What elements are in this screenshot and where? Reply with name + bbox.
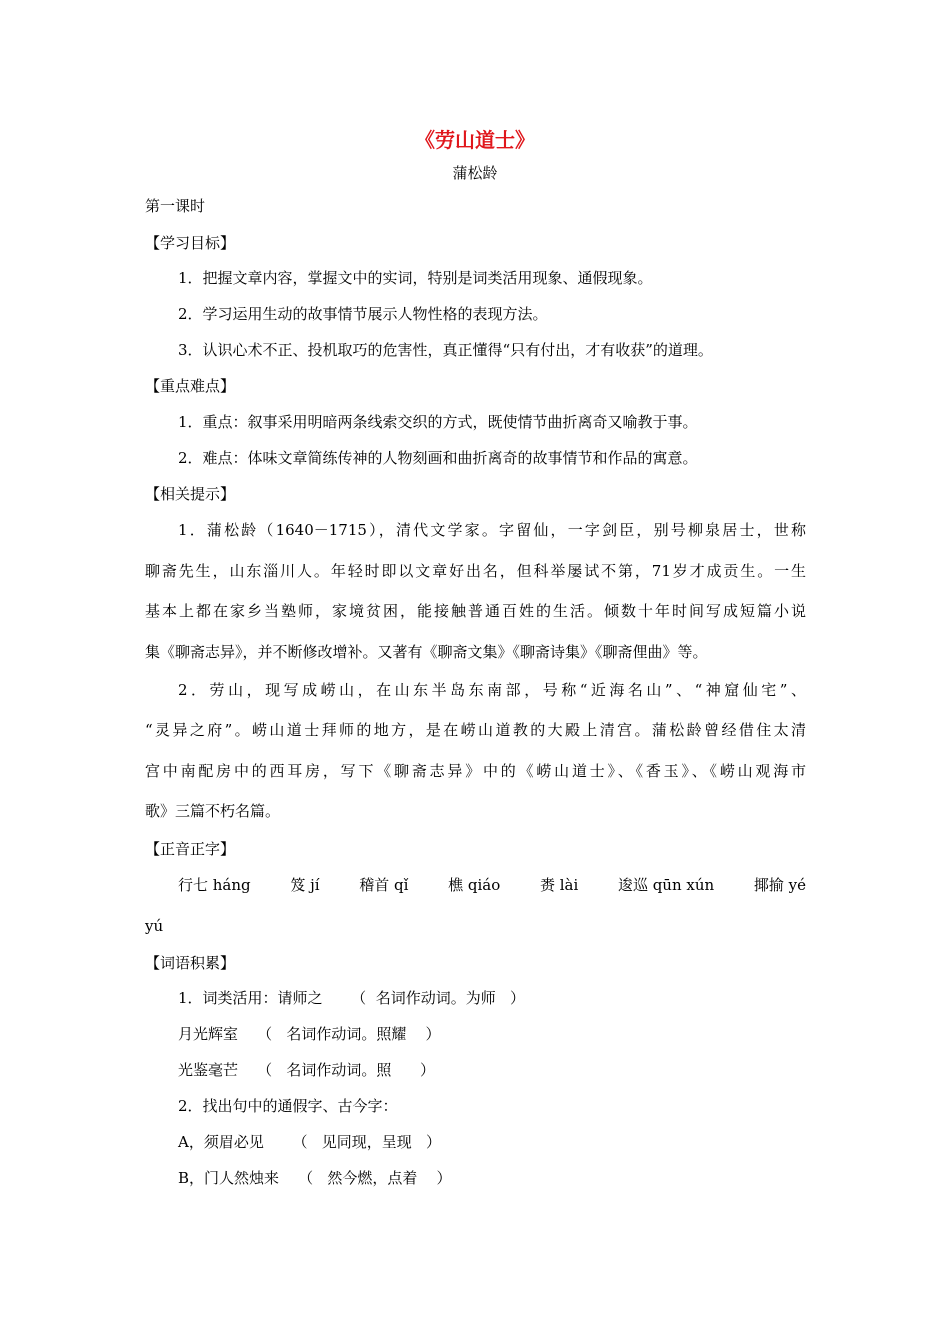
- tip-paragraph-line: 聊斋先生，山东淄川人。年轻时即以文章好出名，但科举屡试不第，71岁才成贡生。一生: [145, 562, 806, 580]
- tip-paragraph-line: 1．蒲松龄（1640－1715），清代文学家。字留仙，一字剑臣，别号柳泉居士，世称: [178, 521, 806, 539]
- vocab-item: 月光辉室 （ 名词作动词。照耀 ）: [178, 1025, 441, 1043]
- goal-item: 3．认识心术不正、投机取巧的危害性，真正懂得“只有付出，才有收获”的道理。: [178, 341, 713, 359]
- pronunciation-wrap: yú: [145, 917, 164, 935]
- pronunciation-item: 逡巡 qūn xún: [617, 876, 715, 894]
- pronunciation-item: 稽首 qǐ: [359, 876, 409, 894]
- tip-paragraph-line: 集《聊斋志异》，并不断修改增补。又著有《聊斋文集》《聊斋诗集》《聊斋俚曲》等。: [145, 643, 708, 661]
- tip-paragraph-line: “灵异之府”。崂山道士拜师的地方，是在崂山道教的大殿上清宫。蒲松龄曾经借住太清: [145, 721, 806, 739]
- tip-paragraph-line: 2．劳山，现写成崂山，在山东半岛东南部，号称“近海名山”、“神窟仙宅”、: [178, 681, 806, 699]
- key-item: 1．重点：叙事采用明暗两条线索交织的方式，既使情节曲折离奇又喻教于事。: [178, 413, 698, 431]
- vocab-item: B，门人然烛来 （ 然今燃，点着 ）: [178, 1169, 452, 1187]
- key-item: 2．难点：体味文章简练传神的人物刻画和曲折离奇的故事情节和作品的寓意。: [178, 449, 698, 467]
- vocab-item: 1．词类活用：请师之 （ 名词作动词。为师 ）: [178, 989, 525, 1007]
- section-heading-vocab: 【词语积累】: [145, 954, 236, 972]
- goal-item: 1．把握文章内容，掌握文中的实词，特别是词类活用现象、通假现象。: [178, 269, 653, 287]
- author-name: 蒲松龄: [452, 164, 498, 182]
- section-heading-goals: 【学习目标】: [145, 234, 236, 252]
- pronunciation-item: 樵 qiáo: [448, 876, 501, 894]
- section-heading-tips: 【相关提示】: [145, 485, 236, 503]
- vocab-item: A，须眉必见 （ 见同现，呈现 ）: [178, 1133, 442, 1151]
- section-heading-pronunciation: 【正音正字】: [145, 840, 236, 858]
- tip-paragraph-line: 歌》三篇不朽名篇。: [145, 802, 281, 820]
- pronunciation-item: 行七 háng: [178, 876, 251, 894]
- tip-paragraph-line: 宫中南配房中的西耳房，写下《聊斋志异》中的《崂山道士》、《香玉》、《崂山观海市: [145, 762, 806, 780]
- tip-paragraph-line: 基本上都在家乡当塾师，家境贫困，能接触普通百姓的生活。倾数十年时间写成短篇小说: [145, 602, 806, 620]
- page-title: 《劳山道士》: [415, 128, 535, 152]
- section-heading-key: 【重点难点】: [145, 377, 236, 395]
- pronunciation-item: 笈 jí: [290, 876, 320, 894]
- vocab-item: 2．找出句中的通假字、古今字：: [178, 1097, 398, 1115]
- pronunciation-item: 赉 lài: [539, 876, 579, 894]
- lesson-label: 第一课时: [145, 197, 206, 215]
- pronunciation-row: [178, 874, 806, 895]
- goal-item: 2．学习运用生动的故事情节展示人物性格的表现方法。: [178, 305, 548, 323]
- vocab-item: 光鉴毫芒 （ 名词作动词。照 ）: [178, 1061, 435, 1079]
- pronunciation-item: 揶揄 yé: [753, 876, 806, 894]
